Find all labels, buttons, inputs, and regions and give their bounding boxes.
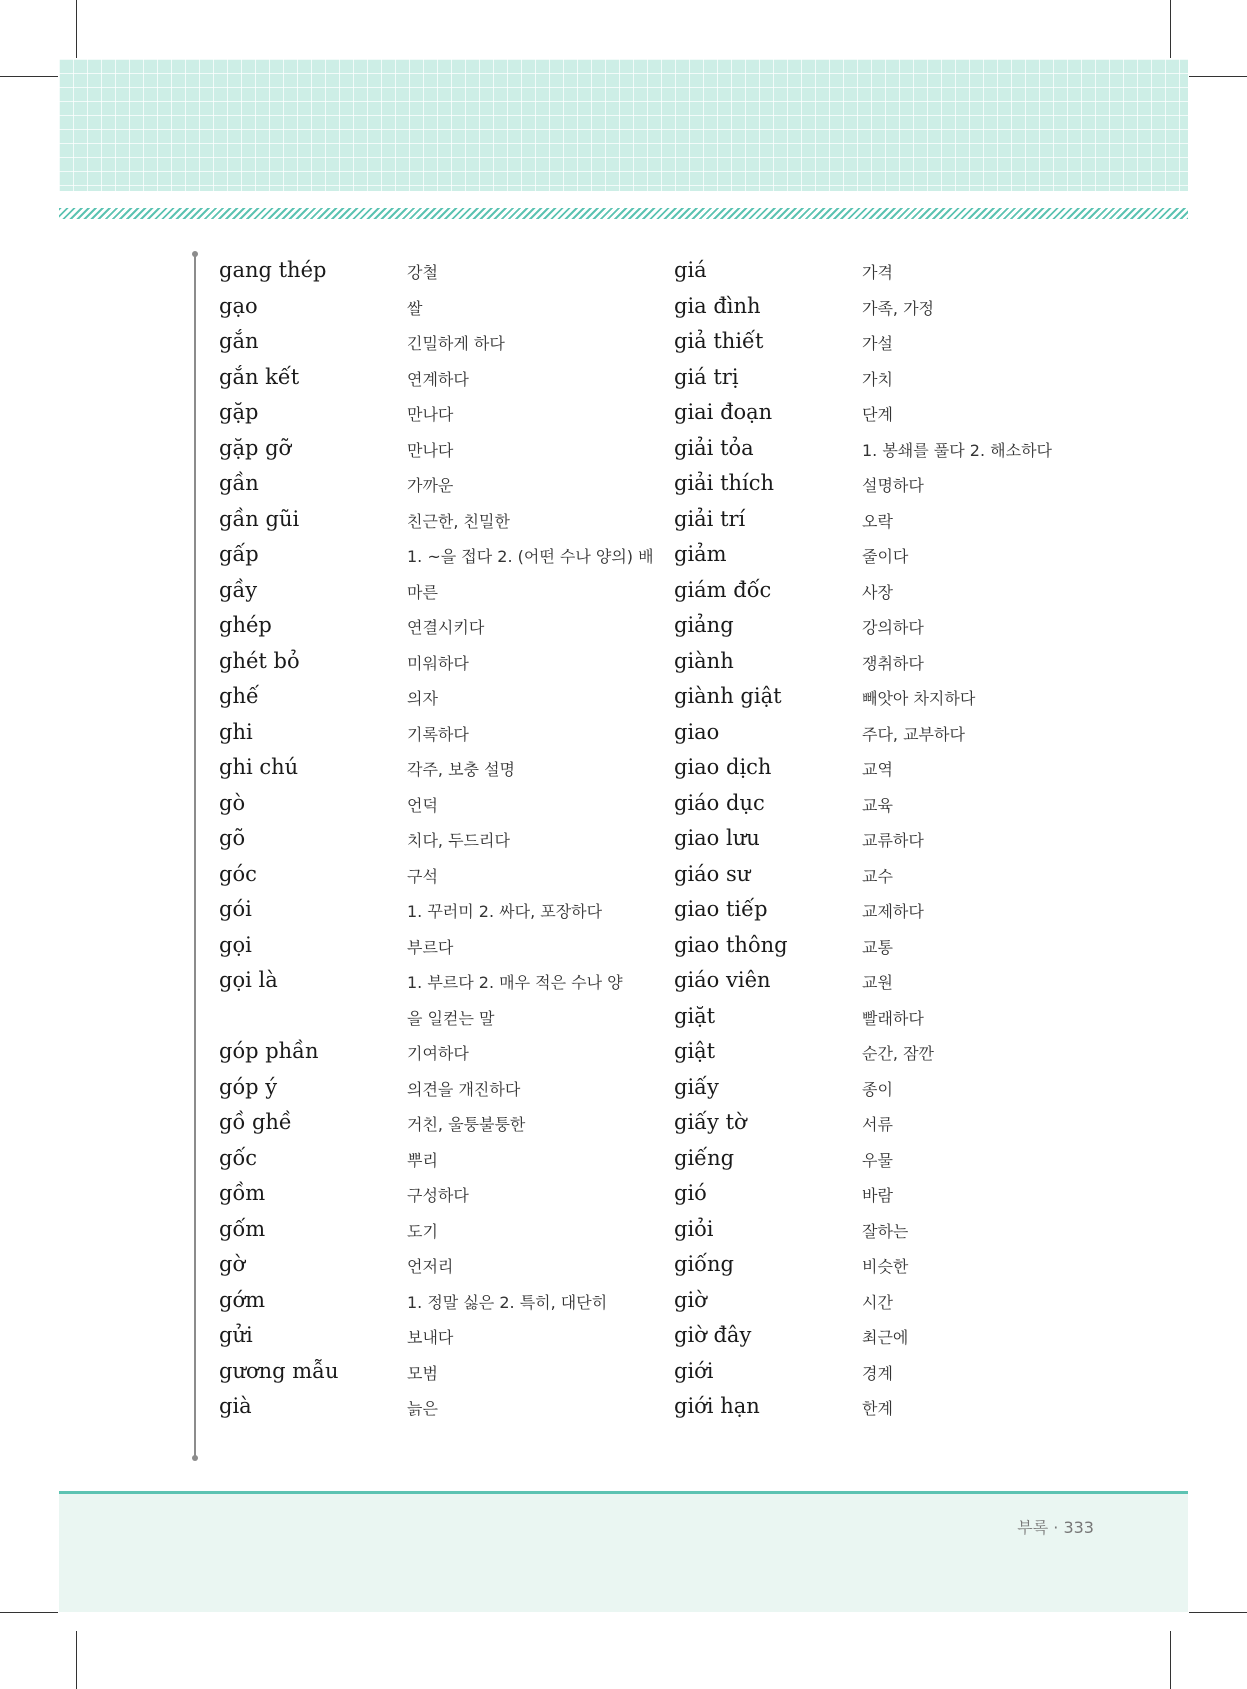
rule-top-dot	[192, 251, 198, 257]
korean-meaning: 기록하다	[407, 724, 469, 744]
header-stripe-divider	[59, 208, 1188, 219]
korean-meaning: 부르다	[407, 937, 454, 957]
korean-meaning: 늙은	[407, 1399, 438, 1418]
korean-meaning: 1. ~을 접다 2. (어떤 수나 양의) 배	[407, 547, 654, 566]
korean-meaning: 경계	[862, 1363, 893, 1383]
vietnamese-term: giờ	[674, 1287, 707, 1312]
vietnamese-term: giỏi	[674, 1216, 714, 1241]
korean-meaning: 긴밀하게 하다	[407, 334, 505, 353]
vietnamese-term: góc	[219, 861, 257, 886]
korean-meaning: 도기	[407, 1221, 438, 1241]
vietnamese-term: góp phần	[219, 1039, 319, 1063]
korean-meaning: 바람	[862, 1186, 893, 1205]
vietnamese-term: gần gũi	[219, 506, 300, 531]
korean-meaning: 빼앗아 차지하다	[862, 689, 976, 708]
crop-mark	[1189, 76, 1247, 77]
korean-meaning: 오락	[862, 511, 893, 531]
vietnamese-term: giới	[674, 1358, 714, 1383]
vietnamese-term: giao	[674, 719, 720, 744]
vietnamese-term: ghế	[219, 684, 259, 708]
vietnamese-term: giá trị	[674, 364, 739, 389]
vietnamese-term: ghi	[219, 719, 253, 744]
vietnamese-term: giai đoạn	[674, 400, 773, 424]
korean-meaning: 교류하다	[862, 831, 924, 850]
vietnamese-term: giao tiếp	[674, 897, 768, 921]
vietnamese-term: giống	[674, 1252, 734, 1276]
korean-meaning: 연결시키다	[407, 618, 485, 637]
korean-meaning: 마른	[407, 582, 438, 602]
vietnamese-term: giả thiết	[674, 329, 764, 353]
crop-mark	[1170, 1631, 1171, 1689]
korean-meaning: 1. 봉쇄를 풀다 2. 해소하다	[862, 440, 1052, 460]
korean-meaning: 모범	[407, 1363, 438, 1383]
vietnamese-term: gạo	[219, 293, 258, 318]
vietnamese-term: gang thép	[219, 258, 327, 282]
vietnamese-term: giờ đây	[674, 1323, 752, 1347]
korean-meaning: 가까운	[407, 476, 454, 495]
crop-mark	[76, 1631, 77, 1689]
vietnamese-term: giáo dục	[674, 790, 765, 815]
korean-meaning: 교원	[862, 973, 893, 992]
korean-meaning: 우물	[862, 1150, 893, 1170]
korean-meaning: 의견을 개진하다	[407, 1079, 521, 1099]
vietnamese-term: giấy tờ	[674, 1110, 747, 1134]
vietnamese-term: gia đình	[674, 293, 761, 318]
korean-meaning: 구석	[407, 866, 438, 886]
korean-meaning: 순간, 잠깐	[862, 1044, 934, 1063]
crop-mark	[76, 0, 77, 58]
vietnamese-term: ghép	[219, 613, 272, 637]
footer-band	[59, 1494, 1188, 1612]
crop-mark	[1189, 1612, 1247, 1613]
vietnamese-term: gò	[219, 790, 246, 815]
korean-meaning: 쟁취하다	[862, 653, 924, 673]
korean-meaning: 친근한, 친밀한	[407, 511, 510, 531]
korean-meaning: 1. 꾸러미 2. 싸다, 포장하다	[407, 902, 603, 921]
vietnamese-term: gọi	[219, 932, 252, 957]
vietnamese-term: gõ	[219, 826, 246, 850]
vietnamese-term: giáo viên	[674, 968, 771, 992]
korean-meaning: 종이	[862, 1079, 893, 1099]
korean-meaning: 교역	[862, 760, 893, 779]
korean-meaning: 한계	[862, 1399, 893, 1418]
korean-meaning: 강철	[407, 263, 438, 282]
korean-meaning: 치다, 두드리다	[407, 831, 510, 850]
vietnamese-term: giáo sư	[674, 861, 751, 886]
crop-mark	[0, 1612, 58, 1613]
vietnamese-term: gói	[219, 897, 252, 921]
korean-meaning: 교통	[862, 937, 893, 957]
vietnamese-term: giám đốc	[674, 577, 772, 602]
korean-meaning: 의자	[407, 689, 438, 708]
korean-meaning: 단계	[862, 405, 893, 424]
korean-meaning: 주다, 교부하다	[862, 724, 965, 744]
korean-meaning: 가치	[862, 369, 893, 389]
vietnamese-term: giật	[674, 1039, 716, 1063]
korean-meaning: 1. 정말 싫은 2. 특히, 대단히	[407, 1292, 608, 1312]
vietnamese-term: gốc	[219, 1145, 258, 1170]
korean-meaning: 보내다	[407, 1328, 454, 1347]
vietnamese-term: giếng	[674, 1145, 735, 1170]
vietnamese-term: gọi là	[219, 968, 278, 992]
vietnamese-term: giá	[674, 258, 707, 282]
korean-meaning: 각주, 보충 설명	[407, 760, 515, 779]
vietnamese-term: góp ý	[219, 1074, 278, 1099]
vietnamese-term: giải trí	[674, 506, 746, 531]
vietnamese-term: giảng	[674, 613, 734, 637]
vietnamese-term: gờ	[219, 1252, 246, 1276]
korean-meaning: 언저리	[407, 1257, 454, 1276]
vietnamese-term: ghi chú	[219, 755, 299, 779]
korean-meaning: 시간	[862, 1292, 893, 1312]
vietnamese-term: gớm	[219, 1287, 265, 1312]
korean-meaning: 가족, 가정	[862, 298, 934, 318]
korean-meaning: 만나다	[407, 440, 454, 460]
vietnamese-term: gồ ghề	[219, 1110, 292, 1134]
korean-meaning: 언덕	[407, 795, 438, 815]
vietnamese-term: gốm	[219, 1216, 266, 1241]
korean-meaning: 비슷한	[862, 1257, 909, 1276]
vietnamese-term: giao lưu	[674, 826, 760, 850]
vietnamese-term: giao thông	[674, 932, 788, 957]
korean-meaning: 가설	[862, 334, 893, 353]
vietnamese-term: giấy	[674, 1074, 719, 1099]
rule-bottom-dot	[192, 1455, 198, 1461]
korean-meaning: 교수	[862, 866, 893, 886]
vietnamese-term: gấp	[219, 542, 259, 566]
korean-meaning: 강의하다	[862, 618, 924, 637]
korean-meaning: 설명하다	[862, 476, 924, 495]
vietnamese-term: già	[219, 1394, 252, 1418]
korean-meaning: 기여하다	[407, 1044, 469, 1063]
vietnamese-term: gặp gỡ	[219, 435, 292, 460]
korean-meaning: 서류	[862, 1115, 893, 1134]
vietnamese-term: ghét bỏ	[219, 648, 300, 673]
korean-meaning: 뿌리	[407, 1150, 438, 1170]
vietnamese-term: gắn kết	[219, 364, 300, 389]
crop-mark	[0, 76, 58, 77]
content-vertical-rule	[194, 254, 196, 1458]
korean-meaning: 미워하다	[407, 653, 469, 673]
vietnamese-term: giành	[674, 648, 734, 673]
vietnamese-term: giới hạn	[674, 1394, 760, 1418]
vietnamese-term: gương mẫu	[219, 1358, 339, 1383]
korean-meaning: 1. 부르다 2. 매우 적은 수나 양	[407, 973, 623, 992]
vietnamese-term: giải thích	[674, 471, 775, 495]
vietnamese-term: gắn	[219, 329, 259, 353]
vietnamese-term: giải tỏa	[674, 435, 754, 460]
korean-meaning: 연계하다	[407, 369, 469, 389]
page-number: 부록 · 333	[1017, 1518, 1094, 1537]
korean-meaning: 가격	[862, 263, 893, 282]
korean-meaning: 교육	[862, 795, 893, 815]
korean-meaning: 을 일컫는 말	[407, 1008, 495, 1028]
vietnamese-term: gầy	[219, 577, 258, 602]
vietnamese-term: gồm	[219, 1181, 266, 1205]
header-grid-banner	[59, 59, 1188, 191]
korean-meaning: 빨래하다	[862, 1008, 924, 1028]
korean-meaning: 구성하다	[407, 1186, 469, 1205]
korean-meaning: 줄이다	[862, 547, 909, 566]
vietnamese-term: giành giật	[674, 684, 782, 708]
vietnamese-term: giặt	[674, 1003, 716, 1028]
vietnamese-term: gần	[219, 471, 259, 495]
korean-meaning: 쌀	[407, 298, 423, 318]
vietnamese-term: gió	[674, 1181, 707, 1205]
vietnamese-term: gặp	[219, 400, 259, 424]
vietnamese-term: gửi	[219, 1323, 253, 1347]
korean-meaning: 사장	[862, 582, 893, 602]
vietnamese-term: giảm	[674, 542, 727, 566]
korean-meaning: 최근에	[862, 1328, 909, 1347]
crop-mark	[1170, 0, 1171, 58]
korean-meaning: 만나다	[407, 405, 454, 424]
korean-meaning: 교제하다	[862, 902, 924, 921]
korean-meaning: 거친, 울퉁불퉁한	[407, 1115, 526, 1134]
vietnamese-term: giao dịch	[674, 755, 772, 779]
korean-meaning: 잘하는	[862, 1221, 909, 1241]
